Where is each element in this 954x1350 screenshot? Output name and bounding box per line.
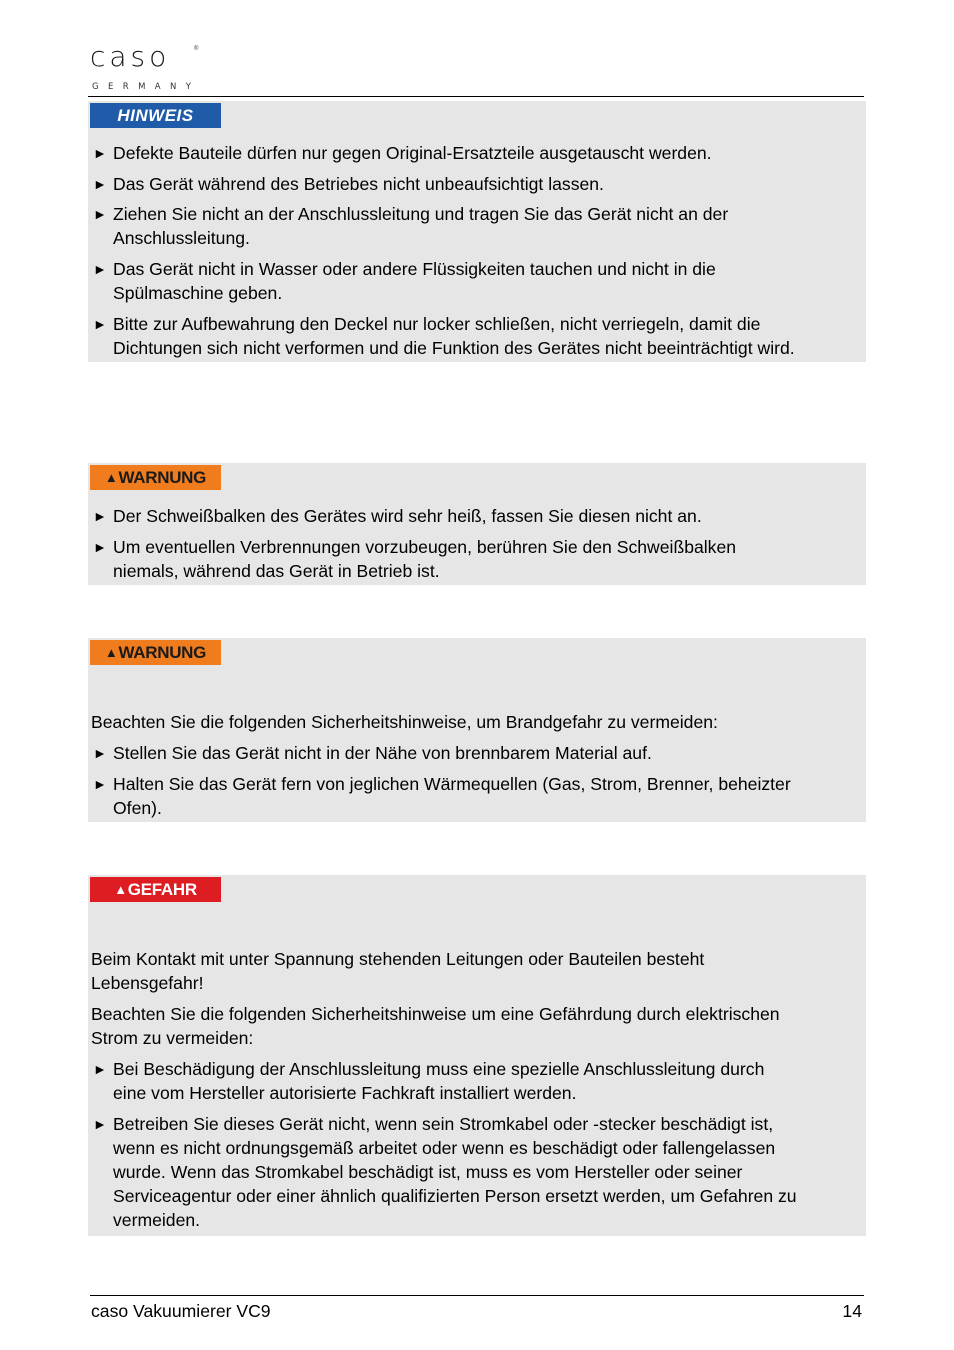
footer-divider	[90, 1295, 864, 1296]
gefahr-item-2-line-3: wurde. Wenn das Stromkabel beschädigt ist, muss es vom Hersteller oder seiner	[113, 1162, 743, 1182]
bullet-icon: ►	[93, 261, 107, 277]
hinweis-badge: HINWEIS	[90, 103, 221, 128]
warnung-badge	[90, 640, 221, 665]
gefahr-item-2-line-2: wenn es nicht ordnungsgemäß arbeitet oder wenn es beschädigt oder fallengelassen	[113, 1138, 776, 1158]
gefahr-item-2-line-5: vermeiden.	[113, 1210, 201, 1230]
gefahr-para2-line-2: Strom zu vermeiden:	[91, 1028, 254, 1048]
gefahr-panel	[88, 875, 866, 1236]
warnung2-item-1: Stellen Sie das Gerät nicht in der Nähe von brennbarem Material auf.	[113, 743, 652, 763]
bullet-icon: ►	[93, 206, 107, 222]
warnung-panel-fire	[88, 638, 866, 822]
bullet-icon: ►	[93, 508, 107, 524]
warning-triangle-icon: ▲	[104, 645, 118, 660]
hinweis-item-4-line-2: Spülmaschine geben.	[113, 283, 283, 303]
header-divider	[88, 96, 864, 97]
gefahr-item-2-line-4: Serviceagentur oder einer ähnlich qualifizierten Person ersetzt werden, um Gefahren zu	[113, 1186, 797, 1206]
warnung1-item-2-line-1: Um eventuellen Verbrennungen vorzubeugen, berühren Sie den Schweißbalken	[113, 537, 737, 557]
bullet-icon: ►	[93, 745, 107, 761]
gefahr-para2-line-1: Beachten Sie die folgenden Sicherheitshinweise um eine Gefährdung durch elektrischen	[91, 1004, 780, 1024]
gefahr-item-1-line-1: Bei Beschädigung der Anschlussleitung muss eine spezielle Anschlussleitung durch	[113, 1059, 765, 1079]
caso-logo	[76, 32, 208, 96]
warnung-label: WARNUNG	[118, 468, 207, 487]
warnung2-intro: Beachten Sie die folgenden Sicherheitshinweise, um Brandgefahr zu vermeiden:	[91, 712, 718, 732]
hinweis-item-3-line-2: Anschlussleitung.	[113, 228, 250, 248]
warning-triangle-icon: ▲	[114, 882, 127, 897]
bullet-icon: ►	[93, 539, 107, 555]
warning-triangle-icon: ▲	[104, 470, 118, 485]
warnung1-item-2-line-2: niemals, während das Gerät in Betrieb ist.	[113, 561, 440, 581]
hinweis-item-5-line-2: Dichtungen sich nicht verformen und die Funktion des Gerätes nicht beeinträchtigt wird.	[113, 338, 795, 358]
gefahr-item-2-line-1: Betreiben Sie dieses Gerät nicht, wenn sein Stromkabel oder -stecker beschädigt ist,	[113, 1114, 774, 1134]
warnung2-item-2-line-1: Halten Sie das Gerät fern von jeglichen Wärmequellen (Gas, Strom, Brenner, beheizter	[113, 774, 791, 794]
warnung2-item-2-line-2: Ofen).	[113, 798, 162, 818]
hinweis-item-2: Das Gerät während des Betriebes nicht unbeaufsichtigt lassen.	[113, 174, 604, 194]
gefahr-label: GEFAHR	[127, 880, 197, 899]
hinweis-item-4-line-1: Das Gerät nicht in Wasser oder andere Flüssigkeiten tauchen und nicht in die	[113, 259, 716, 279]
bullet-icon: ►	[93, 1116, 107, 1132]
bullet-icon: ►	[93, 776, 107, 792]
gefahr-badge	[90, 877, 221, 902]
logo-subtitle: GERMANY	[92, 82, 201, 92]
bullet-icon: ►	[93, 316, 107, 332]
bullet-icon: ►	[93, 1061, 107, 1077]
gefahr-item-1-line-2: eine vom Hersteller autorisierte Fachkraft installiert werden.	[113, 1083, 577, 1103]
logo-wordmark: caso	[90, 40, 171, 73]
logo-registered-mark: ®	[194, 46, 199, 52]
gefahr-para1-line-2: Lebensgefahr!	[91, 973, 204, 993]
hinweis-item-1: Defekte Bauteile dürfen nur gegen Original-Ersatzteile ausgetauscht werden.	[113, 143, 712, 163]
gefahr-para1-line-1: Beim Kontakt mit unter Spannung stehenden Leitungen oder Bauteilen besteht	[91, 949, 705, 969]
warnung-panel-heat	[88, 463, 866, 585]
hinweis-panel	[88, 101, 866, 362]
warnung-badge	[90, 465, 221, 490]
hinweis-item-3-line-1: Ziehen Sie nicht an der Anschlussleitung und tragen Sie das Gerät nicht an der	[113, 204, 729, 224]
footer-title: caso Vakuumierer VC9	[91, 1301, 271, 1321]
page-number: 14	[842, 1301, 862, 1321]
hinweis-item-5-line-1: Bitte zur Aufbewahrung den Deckel nur locker schließen, nicht verriegeln, damit die	[113, 314, 761, 334]
warnung-label: WARNUNG	[118, 643, 207, 662]
bullet-icon: ►	[93, 176, 107, 192]
warnung1-item-1: Der Schweißbalken des Gerätes wird sehr heiß, fassen Sie diesen nicht an.	[113, 506, 702, 526]
bullet-icon: ►	[93, 145, 107, 161]
